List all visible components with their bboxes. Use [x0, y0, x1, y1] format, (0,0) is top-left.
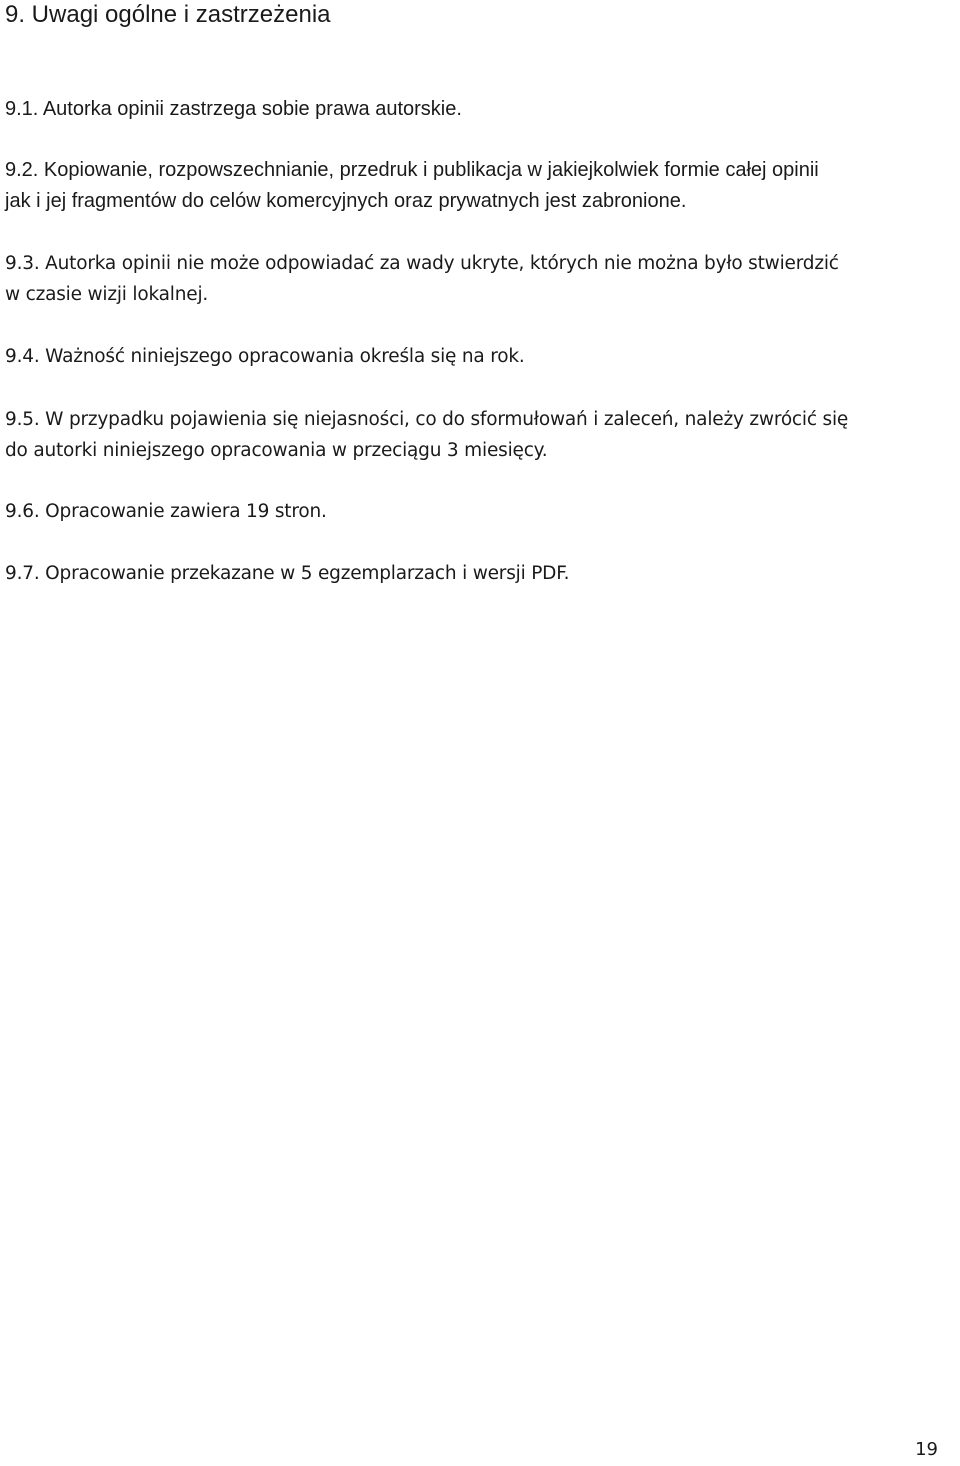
paragraph-9-5: [5, 404, 960, 466]
paragraph-line: 9.2. Kopiowanie, rozpowszechnianie, przedruk i publikacja w jakiejkolwiek formie całej opinii: [5, 159, 819, 181]
paragraph-line: jak i jej fragmentów do celów komercyjnych oraz prywatnych jest zabronione.: [5, 190, 687, 212]
page-number: 19: [915, 1439, 938, 1460]
paragraph-line: 9.5. W przypadku pojawienia się niejasności, co do sformułowań i zaleceń, należy zwrócić się: [5, 409, 849, 430]
paragraph-9-7: [5, 558, 960, 589]
section-heading: 9. Uwagi ogólne i zastrzeżenia: [5, 1, 331, 28]
paragraph-9-2: [5, 155, 960, 217]
paragraph-9-6: [5, 496, 960, 527]
paragraph-line: 9.3. Autorka opinii nie może odpowiadać za wady ukryte, których nie można było stwierdzić: [5, 253, 839, 274]
paragraph-line: 9.7. Opracowanie przekazane w 5 egzemplarzach i wersji PDF.: [5, 563, 570, 584]
paragraph-line: 9.6. Opracowanie zawiera 19 stron.: [5, 501, 327, 522]
paragraph-9-3: [5, 248, 960, 310]
paragraph-line: do autorki niniejszego opracowania w przeciągu 3 miesięcy.: [5, 440, 548, 461]
paragraph-line: w czasie wizji lokalnej.: [5, 284, 209, 305]
paragraph-line: 9.1. Autorka opinii zastrzega sobie prawa autorskie.: [5, 98, 462, 120]
paragraph-line: 9.4. Ważność niniejszego opracowania określa się na rok.: [5, 346, 525, 367]
paragraph-9-4: [5, 341, 960, 372]
paragraph-9-1: [5, 94, 960, 125]
